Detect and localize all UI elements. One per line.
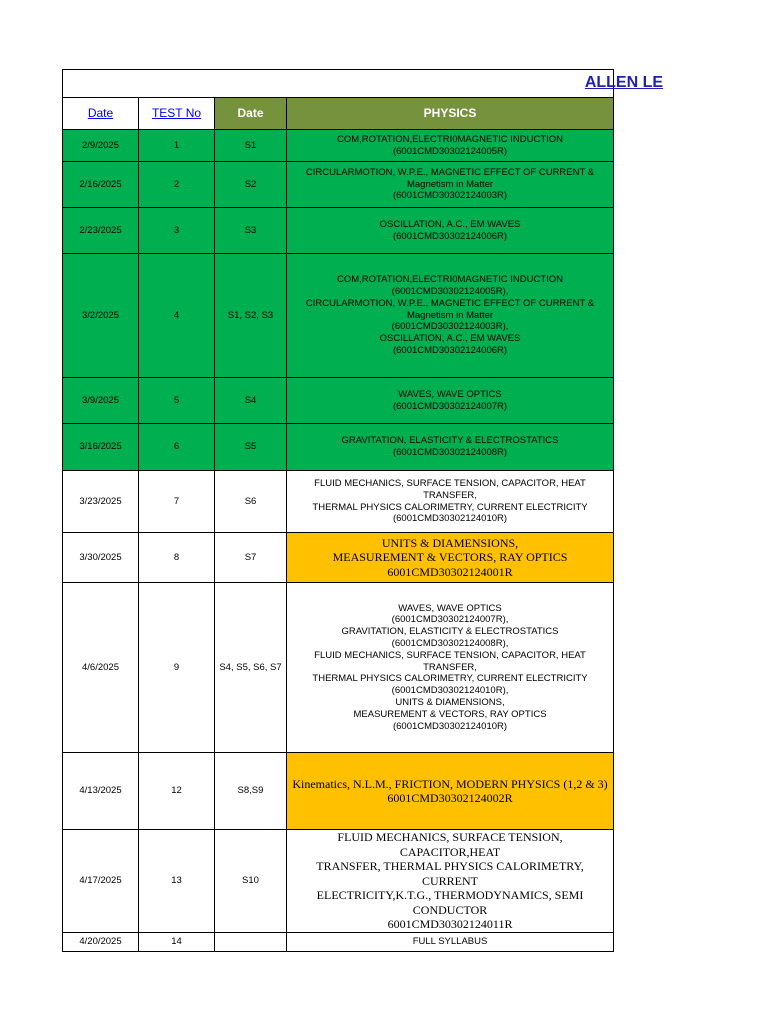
row-date: 2/9/2025: [63, 130, 139, 162]
row-syllabus: [287, 130, 614, 162]
row-test-no: 7: [139, 471, 215, 533]
table-row: [63, 424, 614, 471]
syllabus-line: Kinematics, N.L.M., FRICTION, MODERN PHYSICS (1,2 & 3): [292, 776, 608, 791]
table-row: [63, 378, 614, 424]
row-date: 4/6/2025: [63, 583, 139, 753]
syllabus-line: (6001CMD30302124010R),: [391, 685, 509, 697]
row-test-no: 12: [139, 753, 215, 830]
row-session: S8,S9: [215, 753, 287, 830]
syllabus-line: FULL SYLLABUS: [412, 935, 488, 947]
syllabus-line: UNITS & DIAMENSIONS,: [395, 696, 505, 708]
syllabus-line: (6001CMD30302124003R): [392, 190, 508, 202]
row-date: 3/16/2025: [63, 424, 139, 471]
table-row: [63, 932, 614, 951]
row-date: 2/16/2025: [63, 162, 139, 208]
row-test-no: 5: [139, 378, 215, 424]
row-test-no: 14: [139, 932, 215, 951]
syllabus-line: (6001CMD30302124010R): [392, 513, 508, 525]
syllabus-line: TRANSFER, THERMAL PHYSICS CALORIMETRY, CURRENT: [316, 859, 584, 888]
row-date: 4/17/2025: [63, 830, 139, 933]
row-session: S10: [215, 830, 287, 933]
syllabus-line: WAVES, WAVE OPTICS: [398, 602, 502, 614]
row-date: 4/13/2025: [63, 753, 139, 830]
row-session: S1, S2, S3: [215, 254, 287, 378]
syllabus-line: ELECTRICITY,K.T.G., THERMODYNAMICS, SEMI: [316, 888, 584, 902]
syllabus-line: 6001CMD30302124001R: [387, 564, 513, 579]
header-test-no-link[interactable]: TEST No: [151, 105, 202, 120]
syllabus-line: (6001CMD30302124007R): [392, 400, 508, 412]
syllabus-line: WAVES, WAVE OPTICS: [398, 388, 502, 400]
table-row: [63, 162, 614, 208]
table-row: [63, 583, 614, 753]
row-test-no: 13: [139, 830, 215, 933]
row-syllabus: [287, 753, 614, 830]
row-session: S7: [215, 533, 287, 583]
row-date: 4/20/2025: [63, 932, 139, 951]
schedule-sheet: [62, 69, 664, 952]
sheet-title[interactable]: ALLEN LE: [584, 73, 664, 91]
table-row: [63, 533, 614, 583]
table-row: [63, 208, 614, 254]
syllabus-line: FLUID MECHANICS, SURFACE TENSION, CAPACITOR, HEAT TRANSFER,: [314, 477, 586, 501]
syllabus-line: Magnetism in Matter: [406, 309, 494, 321]
table-row: [63, 830, 614, 933]
header-session-date: Date: [215, 98, 287, 130]
syllabus-line: Magnetism in Matter: [406, 178, 494, 190]
row-session: S4: [215, 378, 287, 424]
syllabus-line: FLUID MECHANICS, SURFACE TENSION, CAPACITOR,HEAT: [337, 830, 563, 859]
table-row: [63, 254, 614, 378]
row-test-no: 3: [139, 208, 215, 254]
syllabus-line: COM,ROTATION,ELECTRI0MAGNETIC INDUCTION: [336, 133, 564, 145]
row-date: 3/9/2025: [63, 378, 139, 424]
row-test-no: 4: [139, 254, 215, 378]
title-cell: [63, 70, 664, 98]
row-test-no: 6: [139, 424, 215, 471]
syllabus-line: (6001CMD30302124007R),: [391, 614, 509, 626]
row-syllabus: [287, 583, 614, 753]
table-row: [63, 471, 614, 533]
row-syllabus: [287, 424, 614, 471]
syllabus-line: (6001CMD30302124006R): [392, 230, 508, 242]
syllabus-line: 6001CMD30302124011R: [387, 917, 513, 931]
table-row: [63, 753, 614, 830]
header-physics: PHYSICS: [287, 98, 614, 130]
row-date: 3/2/2025: [63, 254, 139, 378]
row-date: 3/23/2025: [63, 471, 139, 533]
row-syllabus: [287, 932, 614, 951]
row-session: S6: [215, 471, 287, 533]
syllabus-line: GRAVITATION, ELASTICITY & ELECTROSTATICS: [341, 435, 559, 447]
row-session: S3: [215, 208, 287, 254]
row-syllabus: [287, 471, 614, 533]
syllabus-line: 6001CMD30302124002R: [387, 791, 513, 805]
row-syllabus: [287, 254, 614, 378]
header-test-no[interactable]: [139, 98, 215, 130]
syllabus-line: (6001CMD30302124008R): [392, 447, 508, 458]
syllabus-line: CIRCULARMOTION, W.P.E., MAGNETIC EFFECT OF CURRENT &: [305, 297, 595, 309]
row-test-no: 1: [139, 130, 215, 162]
row-test-no: 8: [139, 533, 215, 583]
syllabus-line: CIRCULARMOTION, W.P.E., MAGNETIC EFFECT OF CURRENT &: [305, 166, 595, 178]
syllabus-line: (6001CMD30302124003R),: [391, 321, 509, 333]
syllabus-line: UNITS & DIAMENSIONS,: [381, 535, 519, 550]
row-session: S1: [215, 130, 287, 162]
syllabus-line: CONDUCTOR: [412, 902, 488, 917]
syllabus-line: OSCILLATION, A.C., EM WAVES: [379, 218, 521, 230]
syllabus-line: MEASUREMENT & VECTORS, RAY OPTICS: [332, 550, 568, 565]
row-syllabus: [287, 533, 614, 583]
syllabus-line: (6001CMD30302124005R),: [391, 286, 509, 297]
syllabus-line: OSCILLATION, A.C., EM WAVES: [379, 333, 521, 345]
row-syllabus: [287, 162, 614, 208]
row-syllabus: [287, 378, 614, 424]
syllabus-line: GRAVITATION, ELASTICITY & ELECTROSTATICS: [341, 626, 559, 638]
syllabus-line: (6001CMD30302124010R): [392, 720, 508, 732]
header-date-link[interactable]: Date: [87, 105, 114, 120]
syllabus-line: COM,ROTATION,ELECTRI0MAGNETIC INDUCTION: [336, 274, 564, 286]
table-row: [63, 130, 614, 162]
syllabus-line: (6001CMD30302124006R): [392, 344, 508, 356]
row-syllabus: [287, 830, 614, 933]
row-date: 3/30/2025: [63, 533, 139, 583]
schedule-table: [62, 69, 664, 952]
header-date[interactable]: [63, 98, 139, 130]
row-session: S4, S5, S6, S7: [215, 583, 287, 753]
syllabus-line: THERMAL PHYSICS CALORIMETRY, CURRENT ELECTRICITY: [312, 501, 588, 513]
syllabus-line: (6001CMD30302124005R): [392, 145, 508, 157]
row-session: [215, 932, 287, 951]
row-syllabus: [287, 208, 614, 254]
syllabus-line: FLUID MECHANICS, SURFACE TENSION, CAPACITOR, HEAT TRANSFER,: [314, 649, 586, 673]
title-row: [63, 70, 614, 98]
row-session: S5: [215, 424, 287, 471]
row-test-no: 9: [139, 583, 215, 753]
syllabus-line: MEASUREMENT & VECTORS, RAY OPTICS: [353, 708, 547, 720]
row-session: S2: [215, 162, 287, 208]
header-row: [63, 98, 614, 130]
row-test-no: 2: [139, 162, 215, 208]
syllabus-line: THERMAL PHYSICS CALORIMETRY, CURRENT ELECTRICITY: [312, 673, 588, 685]
syllabus-line: (6001CMD30302124008R),: [391, 638, 509, 649]
row-date: 2/23/2025: [63, 208, 139, 254]
